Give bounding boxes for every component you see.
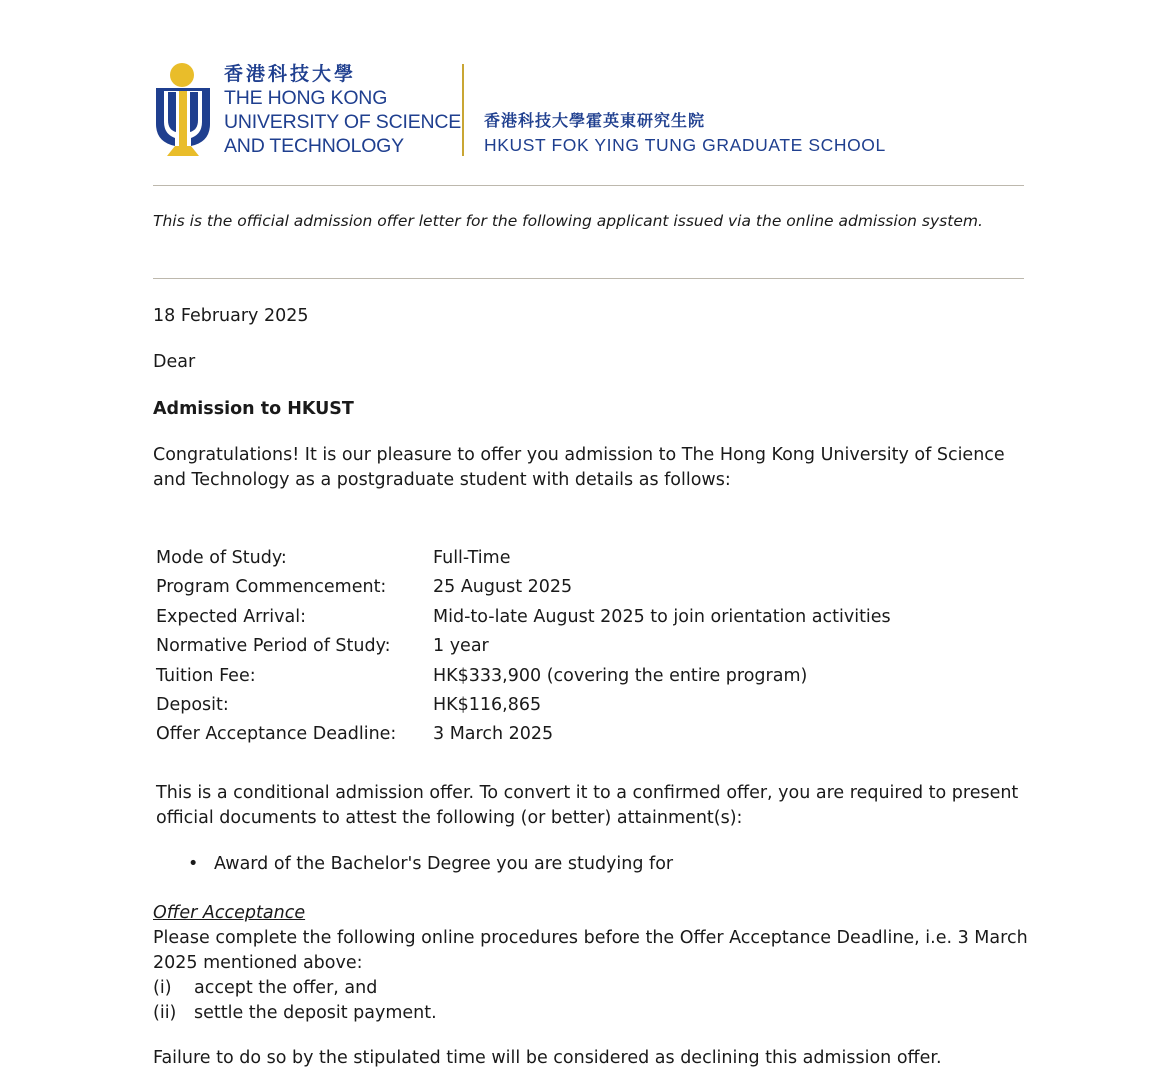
- letter-date: 18 February 2025: [153, 306, 309, 326]
- conditional-offer-paragraph: This is a conditional admission offer. To convert it to a confirmed offer, you are required to present official documents to attest the following (or better) attainment(s):: [156, 783, 1019, 828]
- detail-label: Normative Period of Study:: [156, 636, 391, 657]
- offer-acceptance-heading: Offer Acceptance: [153, 903, 306, 923]
- graduate-school-name: [484, 110, 886, 158]
- detail-row: [156, 664, 891, 693]
- condition-text: Award of the Bachelor's Degree you are studying for: [214, 854, 674, 874]
- detail-value: Full-Time: [433, 548, 511, 568]
- detail-value: 1 year: [433, 636, 489, 657]
- condition-list-item: [188, 852, 673, 877]
- failure-notice: Failure to do so by the stipulated time will be considered as declining this admission offer.: [153, 1048, 942, 1068]
- detail-row: [156, 693, 891, 722]
- university-name-en-line-2: UNIVERSITY OF SCIENCE: [224, 111, 462, 133]
- admission-details-table: [156, 546, 891, 752]
- hkust-logo-icon: [153, 62, 215, 158]
- procedure-marker: (ii): [153, 1003, 177, 1023]
- letter-subject: Admission to HKUST: [153, 399, 354, 419]
- university-name-zh: 香港科技大學: [224, 63, 357, 85]
- header-rule-bottom: [153, 278, 1024, 279]
- detail-value: Mid-to-late August 2025 to join orientation activities: [433, 606, 891, 627]
- university-name-en-line-1: THE HONG KONG: [224, 87, 388, 109]
- detail-label: Offer Acceptance Deadline:: [156, 724, 397, 745]
- procedure-text: settle the deposit payment.: [194, 1003, 437, 1023]
- detail-row: [156, 722, 891, 751]
- detail-label: Expected Arrival:: [156, 606, 306, 627]
- letterhead-divider: [462, 64, 464, 156]
- detail-value: HK$116,865: [433, 694, 542, 715]
- detail-label: Tuition Fee:: [156, 665, 256, 686]
- procedure-marker: (i): [153, 978, 172, 998]
- detail-value: 3 March 2025: [433, 724, 554, 745]
- procedure-item: [153, 976, 377, 1001]
- university-name-en-line-3: AND TECHNOLOGY: [224, 135, 404, 157]
- intro-paragraph: Congratulations! It is our pleasure to offer you admission to The Hong Kong University of Science and Technology as a postgraduate student with details as follows:: [153, 445, 1005, 490]
- graduate-school-name-zh: 香港科技大學霍英東研究生院: [484, 111, 706, 130]
- detail-row: [156, 634, 891, 663]
- procedure-text: accept the offer, and: [194, 978, 378, 998]
- detail-label: Deposit:: [156, 694, 229, 715]
- detail-value: HK$333,900 (covering the entire program): [433, 665, 808, 686]
- bullet-icon: •: [188, 854, 199, 874]
- official-notice: This is the official admission offer letter for the following applicant issued via the online admission system.: [153, 212, 983, 230]
- detail-row: [156, 605, 891, 634]
- detail-label: Program Commencement:: [156, 577, 387, 598]
- salutation: Dear: [153, 352, 196, 372]
- offer-acceptance-paragraph: Please complete the following online procedures before the Offer Acceptance Deadline, i.e. 3 March 2025 mentioned above:: [153, 928, 1028, 973]
- detail-label: Mode of Study:: [156, 548, 287, 568]
- header-rule-top: [153, 185, 1024, 186]
- detail-row: [156, 575, 891, 604]
- university-name: [224, 62, 461, 158]
- detail-row: [156, 546, 891, 575]
- procedure-item: [153, 1001, 437, 1026]
- graduate-school-name-en: HKUST FOK YING TUNG GRADUATE SCHOOL: [484, 135, 886, 155]
- detail-value: 25 August 2025: [433, 577, 573, 598]
